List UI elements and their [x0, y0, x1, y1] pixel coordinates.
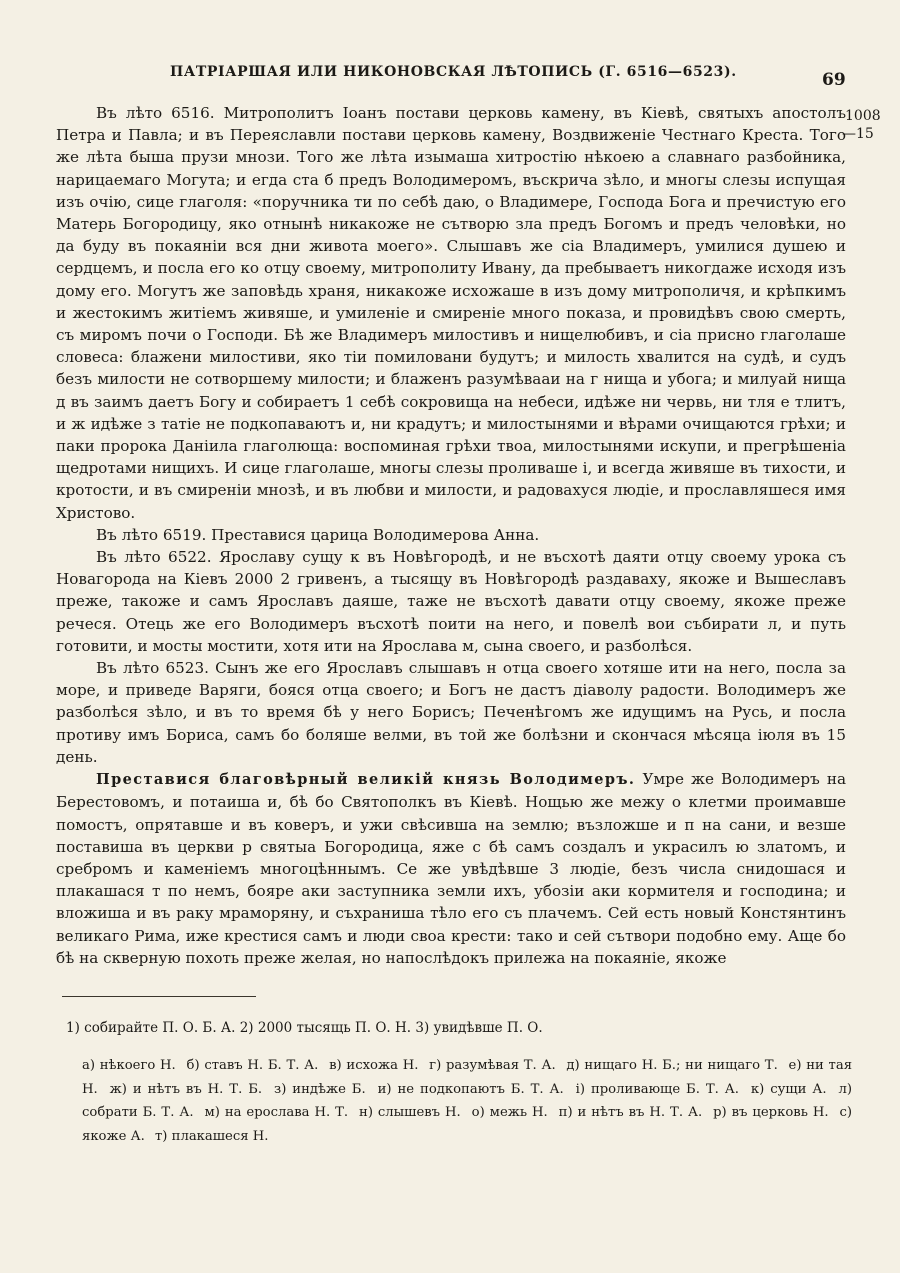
footnote-k: к) сущи А. — [750, 1081, 827, 1097]
spaced-heading: Преставися благовѣрный великій князь Володимеръ. — [96, 771, 636, 789]
footnote-zh: ж) и нѣтъ въ Н. Т. Б. — [109, 1081, 263, 1097]
page-number: 69 — [822, 70, 846, 90]
paragraph-6522: Въ лѣто 6522. Ярославу сущу к въ Новѣгородѣ, и не въсхотѣ даяти отцу своему урока съ Новагорода на Кіевъ 2000 2 гривенъ, а тысящу въ Новѣгородѣ раздаваху, якоже и Вышеславъ преже, такоже и самъ Ярославъ даяше, таже не въсхотѣ давати отцу своему, якоже преже речеся. Отець же его Володимеръ въсхотѣ поити на него, и повелѣ вои събирати л, и путь готовити, и мосты мостити, хотя ити на Ярослава м, сына своего, и разболѣся. — [56, 548, 846, 655]
paragraph-death-of-volodimer — [56, 768, 846, 969]
footnote-r: р) въ церковь Н. — [713, 1105, 829, 1120]
lettered-footnotes — [82, 1054, 852, 1148]
footnote-i-decimal: і) проливающе Б. Т. А. — [575, 1081, 739, 1097]
footnote-g: г) разумѣвая Т. А. — [429, 1058, 556, 1073]
footnote-divider — [62, 996, 256, 997]
footnote-o: о) межь Н. — [471, 1105, 548, 1120]
paragraph-6523: Въ лѣто 6523. Сынъ же его Ярославъ слышавъ н отца своего хотяше ити на него, посла за море, и приведе Варяги, бояся отца своего; и Богъ не дастъ діаволу радости. Володимеръ же разболѣся зѣло, и въ то время бѣ у него Борисъ; Печенѣгомъ же идущимъ на Русь, и посла противу имъ Бориса, самъ бо боляше велми, въ той же болѣзни и скончася мѣсяца іюля въ 15 день. — [56, 659, 846, 766]
footnote-t: т) плакашеся Н. — [155, 1128, 269, 1144]
margin-year: 1008 — [845, 108, 881, 124]
footnote-b: б) ставъ Н. Б. Т. А. — [186, 1058, 319, 1073]
footnote-s: с) якоже А. — [82, 1105, 853, 1144]
paragraph-death-text: Умре же Володимеръ на Берестовомъ, и потаиша и, бѣ бо Святополкъ въ Кіевѣ. Нощью же межу о клетми проимавше помостъ, опрятавше и въ коверъ, и ужи свѣсивша на землю; възложше и п на сани, и везше поставиша въ церкви р святыа Богородица, яже с бѣ самъ создалъ и украсилъ ю златомъ, и сребромъ и каменіемъ многоцѣннымъ. Се же увѣдѣвше 3 людіе, безъ числа снидошася и плакашася т по немъ, бояре аки заступника земли ихъ, убозіи аки кормителя и господина; и вложиша и въ раку мраморяну, и съхраниша тѣло его съ плачемъ. Сей есть новый Констянтинъ великаго Рима, иже крестися самъ и люди своа крести: тако и сей сътвори подобно ему. Аще бо бѣ на скверную похоть преже желая, но напослѣдокъ прилежа на покаяніе, якоже — [56, 770, 847, 967]
footnote-z: з) индѣже Б. — [274, 1081, 366, 1097]
paragraph-6519: Въ лѣто 6519. Преставися царица Володимерова Анна. — [96, 525, 540, 544]
margin-year-range: —15 — [842, 126, 874, 142]
footnote-d: д) нищаго Н. Б.; ни нищаго Т. — [566, 1058, 778, 1073]
numbered-footnotes: 1) собирайте П. О. Б. А. 2) 2000 тысящь П. О. Н. 3) увидѣвше П. О. — [66, 1020, 543, 1036]
footnote-i: и) не подкопаютъ Б. Т. А. — [377, 1081, 564, 1097]
footnote-m: м) на ерослава Н. Т. — [204, 1105, 349, 1120]
footnote-a: а) нѣкоего Н. — [82, 1058, 176, 1073]
footnote-p: п) и нѣтъ въ Н. Т. А. — [558, 1105, 703, 1120]
footnote-n: н) слышевъ Н. — [359, 1105, 461, 1120]
running-head: ПАТРІАРШАЯ ИЛИ НИКОНОВСКАЯ ЛѢТОПИСЬ (Г. 6516—6523). — [170, 64, 737, 80]
footnote-v: в) исхожа Н. — [329, 1058, 419, 1073]
chronicle-text — [56, 102, 846, 969]
footnote-l: л) собрати Б. Т. А. — [82, 1081, 852, 1120]
footnote-e: е) ни тая Н. — [82, 1058, 853, 1097]
paragraph-6516: Въ лѣто 6516. Митрополитъ Іоанъ постави церковь камену, въ Кіевѣ, святыхъ апостолъ Петра и Павла; и въ Переяславли постави церковь камену, Воздвиженіе Честнаго Креста. Того же лѣта быша прузи мнози. Того же лѣта изымаша хитростію нѣкоею а славнаго разбойника, нарицаемаго Могута; и егда ста б предъ Володимеромъ, въскрича зѣло, и многы слезы испущая изъ очію, сице глаголя: «поручника ти по себѣ даю, о Владимере, Господа Бога и пречистую его Матерь Богородицу, яко отнынѣ никакоже не сътворю зла предъ Богомъ и предъ человѣки, но да буду въ покаяніи вся дни живота моего». Слышавъ же сіа Владимеръ, умилися душею и сердцемъ, и посла его ко отцу своему, митрополиту Ивану, да пребываетъ никогдаже исходя изъ дому его. Могутъ же заповѣдь храня, никакоже исхожаше в изъ дому митрополичя, и крѣпкимъ и жестокимъ житіемъ живяше, и умиленіе и смиреніе много показа, и провидѣвъ свою смерть, съ миромъ почи о Господи. Бѣ же Владимеръ милостивъ и нищелюбивъ, и сіа присно глаголаше словеса: блажени милостиви, яко тіи помиловани будутъ; и милость хвалится на судѣ, и судъ безъ милости не сотворшему милости; и блаженъ разумѣвааи на г нища и убога; и милуай нища д въ заимъ даетъ Богу и собираетъ 1 себѣ сокровища на небеси, идѣже ни червь, ни тля е тлитъ, и ж идѣже з татіе не подкопаваютъ и, ни крадутъ; и милостынями и вѣрами очищаются грѣхи; и паки пророка Даніила глаголюща: воспоминая грѣхи твоа, милостынями искупи, и прегрѣшеніа щедротами нищихъ. И сице глаголаше, многы слезы проливаше і, и всегда живяше въ тихости, и кротости, и въ смиреніи мнозѣ, и въ любви и милости, и радовахуся людіе, и прославляшеся имя Христово. — [56, 104, 846, 522]
